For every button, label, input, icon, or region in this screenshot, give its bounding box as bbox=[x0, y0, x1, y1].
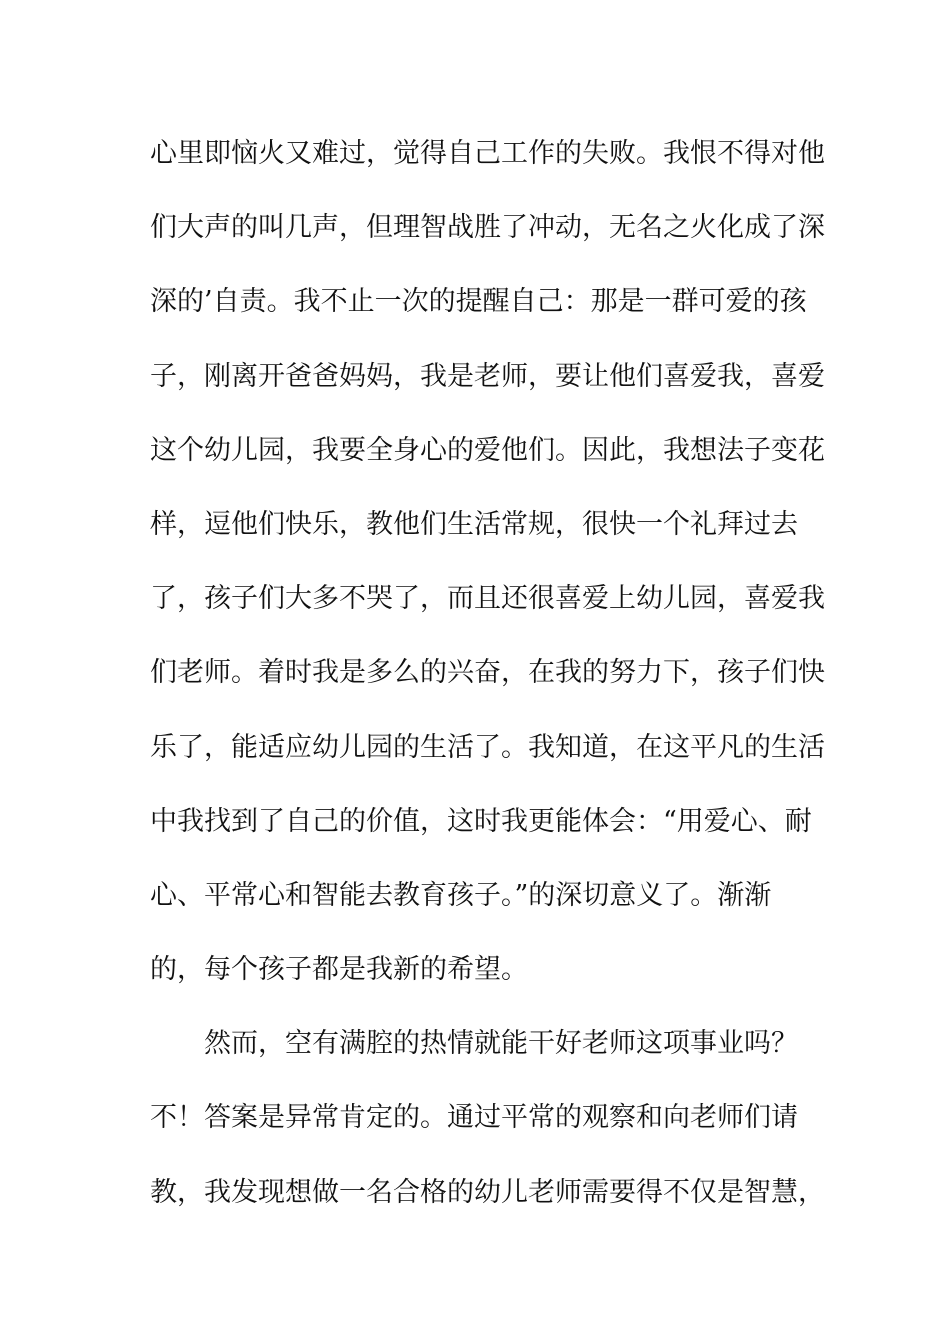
paragraph-start-line: 然而，空有满腔的热情就能干好老师这项事业吗？ bbox=[204, 1028, 798, 1060]
text-line: 教，我发现想做一名合格的幼儿老师需要得不仅是智慧， bbox=[150, 1176, 825, 1208]
text-line: 们大声的叫几声，但理智战胜了冲动，无名之火化成了深 bbox=[150, 212, 825, 244]
text-line: 心、平常心和智能去教育孩子。”的深切意义了。渐渐 bbox=[150, 879, 772, 911]
text-line: 了，孩子们大多不哭了，而且还很喜爱上幼儿园，喜爱我 bbox=[150, 583, 825, 615]
body-text bbox=[150, 128, 825, 1241]
text-line: 子，刚离开爸爸妈妈，我是老师，要让他们喜爱我，喜爱 bbox=[150, 360, 825, 392]
text-line: 乐了，能适应幼儿园的生活了。我知道，在这平凡的生活 bbox=[150, 731, 825, 763]
text-line: 这个幼儿园，我要全身心的爱他们。因此，我想法子变花 bbox=[150, 434, 825, 466]
text-line: 中我找到了自己的价值，这时我更能体会：“用爱心、耐 bbox=[150, 805, 812, 837]
text-line: 样，逗他们快乐，教他们生活常规，很快一个礼拜过去 bbox=[150, 508, 798, 540]
text-line: 的，每个孩子都是我新的希望。 bbox=[150, 954, 528, 986]
text-line: 不！答案是异常肯定的。通过平常的观察和向老师们请 bbox=[150, 1102, 798, 1134]
text-line: 深的’自责。我不止一次的提醒自己：那是一群可爱的孩 bbox=[150, 286, 807, 318]
text-line: 心里即恼火又难过，觉得自己工作的失败。我恨不得对他 bbox=[150, 138, 825, 169]
text-line: 们老师。着时我是多么的兴奋，在我的努力下，孩子们快 bbox=[150, 657, 825, 689]
